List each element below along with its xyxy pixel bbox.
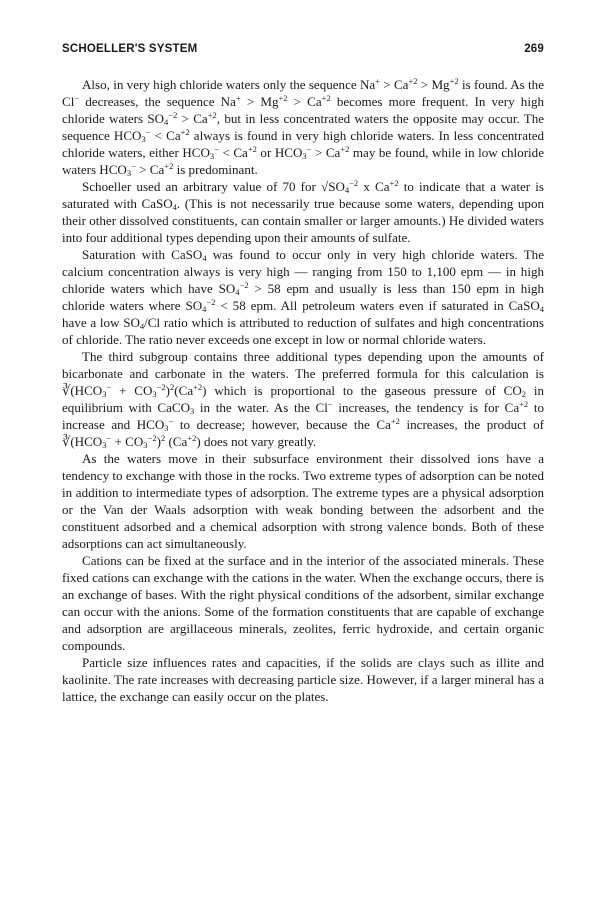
running-header [62,43,544,59]
paragraph-7: Particle size influences rates and capacities, if the solids are clays such as illite and kaolinite. The rate increases with decreasing particle size. However, if a larger mineral has a lattice, the exchange can easily occur on the plates. [62,655,544,704]
body-text [62,76,544,705]
header-title: SCHOELLER'S SYSTEM [62,43,198,55]
page-number: 269 [524,43,544,55]
paragraph-1: Also, in very high chloride waters only the sequence $Na^+ > Ca^{+2} > Mg^{+2}$ is found. As the Cl− decreases, the sequence $Na^+ > Mg^{+2} > Ca^{+2}$ becomes more frequent. In very high chloride waters $SO_4^{-2} > Ca^{+2}$, but in less concentrated waters the opposite may occur. The sequence $HCO_3^- < Ca^{+2}$ always is found in very high chloride waters. In less concentrated chloride waters, either $HCO_3^- < Ca^{+2}$ or $HCO_3^- > Ca^{+2}$ may be found, while in low chloride waters $HCO_3^- > Ca^{+2}$ is predominant. [62,76,545,178]
paragraph-5: As the waters move in their subsurface environment their dissolved ions have a tendency to exchange with those in the rocks. Two extreme types of adsorption can be noted in addition to intermediate types of adsorption. The extreme types are a physical adsorption or the Van der Waals adsorption with weak bonding between the adsorbent and the constituent adsorbed and a chemical adsorption with strong valence bonds. Both of these adsorptions can act simultaneously. [62,451,544,551]
paragraph-3: Saturation with CaSO$_4$ was found to occur only in very high chloride waters. The calcium concentration always is very high — ranging from 150 to 1,100 epm — in high chloride waters which have $SO_4^{-2} > 58$ epm and usually is less than 150 epm in high chloride waters where $SO_4^{-2} < 58$ epm. All petroleum waters even if saturated in CaSO$_4$ have a low $SO_4/Cl$ ratio which is attributed to reduction of sulfates and high concentrations of chloride. The ratio never exceeds one except in low or normal chloride waters. [62,247,545,347]
paragraph-4: The third subgroup contains three additional types depending upon the amounts of bicarbonate and carbonate in the waters. The preferred formula for this calculation is $∛(HCO_3^- + CO_3^{-2})^2(Ca^{+2})$ which is proportional to the gaseous pressure of $CO_2$ in equilibrium with CaCO$_3$ in the water. As the Cl− increases, the tendency is for $Ca^{+2}$ to increase and $HCO_3^-$ to decrease; however, because the $Ca^{+2}$ increases, the product of $∛(HCO_3^- + CO_3^{-2})^2$ $(Ca^{+2})$ does not vary greatly. [62,349,544,450]
paragraph-2: Schoeller used an arbitrary value of 70 for $√SO_4^{-2}$ x $Ca^{+2}$ to indicate that a water is saturated with CaSO$_4$. (This is not necessarily true because some waters, depending upon their other dissolved constituents, can contain smaller or larger amounts.) He divided waters into four additional types depending upon their amounts of sulfate. [62,178,544,245]
paragraph-6: Cations can be fixed at the surface and in the interior of the associated minerals. These fixed cations can exchange with the cations in the water. When the exchange occurs, there is an exchange of bases. With the right physical conditions of the adsorbent, similar exchange can occur with the anions. Some of the formation constituents that are capable of exchange and adsorption are argillaceous minerals, zeolites, ferric hydroxide, and certain organic compounds. [62,553,544,653]
